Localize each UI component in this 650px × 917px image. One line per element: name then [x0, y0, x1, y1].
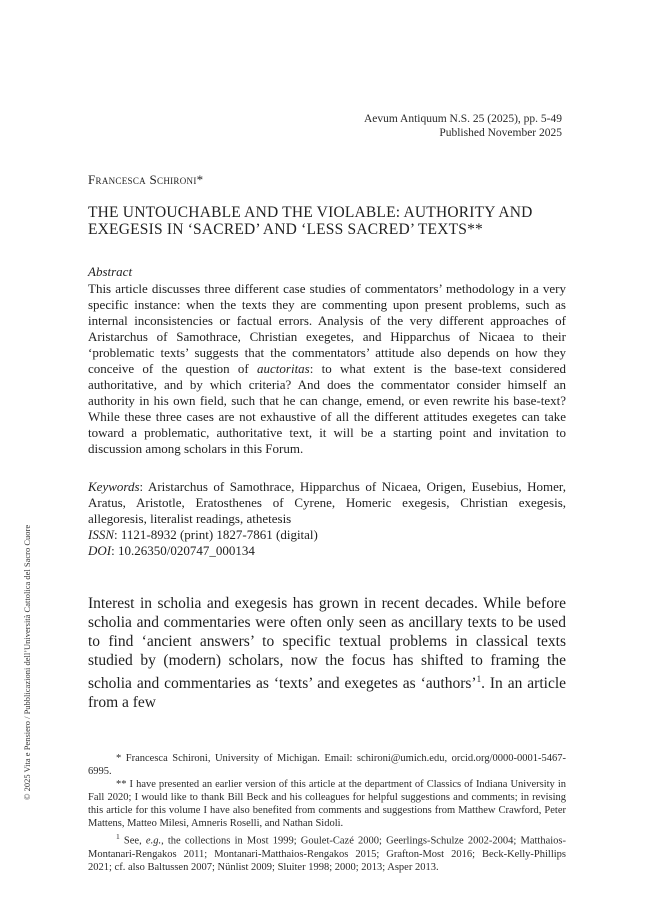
body-paragraph: Interest in scholia and exegesis has grown in recent decades. While before scholia and commentaries were often only seen as ancillary texts to be used to find ‘ancient answers’ to specific textual problems in classical texts studied by (modern) scholars, now the focus has shifted to framing the scholia and commentaries as ‘texts’ and exegetes as ‘authors’$^1$. In an article from a few — [88, 595, 567, 712]
footnote-1: * Francesca Schironi, University of Michigan. Email: schironi@umich.edu, orcid.org/0000-0001-5467-6995. — [88, 753, 566, 777]
footnotes — [88, 752, 566, 874]
copyright-sidebar — [22, 500, 36, 800]
footnote-ref: 1 — [476, 674, 482, 684]
publication-date: Published November 2025 — [439, 127, 562, 139]
author-name: Francesca Schironi* — [88, 172, 204, 187]
footnote-3: $^1$ See, e.g., the collections in Most 1999; Goulet-Cazé 2000; Geerlings-Schulze 2002-2004; Matthaios-Montanari-Rengakos 2011; Montanari-Matthaios-Rengakos 2015; Grafton-Most 2016; Beck-Kelly-Phillips 2021; cf. also Baltussen 2007; Nünlist 2009; Sluiter 1998; 2000; 2013; Asper 2013. — [88, 832, 566, 873]
keywords-label: Keywords — [88, 479, 140, 494]
issn-line: ISSN: 1121-8932 (print) 1827-7861 (digital) — [88, 527, 318, 542]
footnote-2: ** I have presented an earlier version of this article at the department of Classics of Indiana University in Fall 2020; I would like to thank Bill Beck and his colleagues for helpful suggestions and comments; in revising this article for this volume I have also benefited from comments and suggestions from Matthew Crawford, Peter Mattens, Matteo Milesi, Amneris Roselli, and Nathan Sidoli. — [88, 779, 566, 829]
abstract-heading: Abstract — [88, 264, 133, 279]
journal-citation: Aevum Antiquum N.S. 25 (2025), pp. 5-49 — [363, 113, 562, 125]
abstract-text: This article discusses three different case studies of commentators’ methodology in a very specific instance: when the texts they are commenting upon present problems, such as internal inconsistencies or factual errors. Analysis of the very different approaches of Aristarchus of Samothrace, Christian exegetes, and Hipparchus of Nicaea to their ‘problematic texts’ suggests that the commentators’ attitude also depends on how they conceive of the question of auctoritas: to what extent is the base-text considered authoritative, and by which criteria? And does the commentator consider himself an authority in his own field, such that he can change, emend, or even rewrite his base-text? While these three cases are not exhaustive of all the different attitudes exegetes can take toward a problematic, authoritative text, it will be a starting point and invitation to discussion among scholars in this Forum. — [88, 281, 566, 456]
copyright-text: © 2025 Vita e Pensiero / Pubblicazioni dell’Università Cattolica del Sacro Cuore — [22, 524, 32, 800]
doi-line: DOI: 10.26350/020747_000134 — [88, 543, 255, 558]
keywords: Keywords: Aristarchus of Samothrace, Hipparchus of Nicaea, Origen, Eusebius, Homer, Aratus, Aristotle, Eratosthenes of Cyrene, Homeric exegesis, Christian exegesis, allegoresis, literalist readings, athetesis — [88, 479, 566, 526]
article-title: THE UNTOUCHABLE AND THE VIOLABLE: AUTHORITY AND EXEGESIS IN ‘SACRED’ AND ‘LESS SACRED’ TEXTS** — [88, 204, 533, 238]
